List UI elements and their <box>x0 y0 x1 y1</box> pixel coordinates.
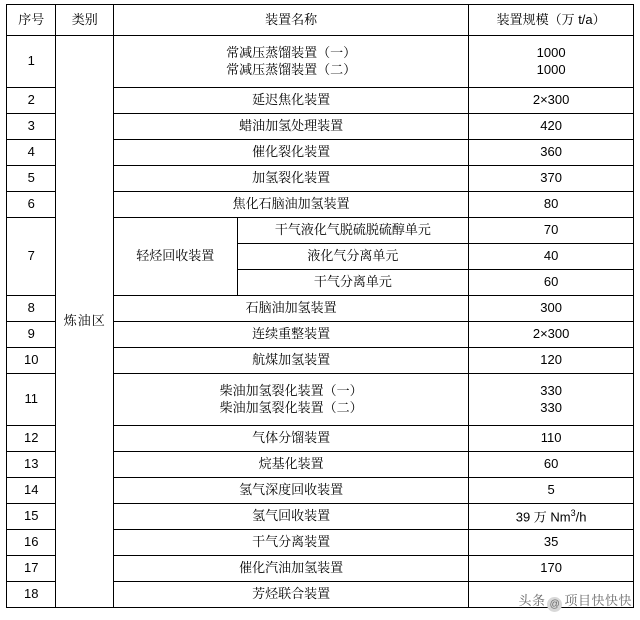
cell-scale: 70 <box>469 218 634 244</box>
cell-scale: 40 <box>469 244 634 270</box>
cell-no: 9 <box>7 322 56 348</box>
cell-no: 3 <box>7 114 56 140</box>
header-cell-no: 序号 <box>7 5 56 36</box>
cell-scale: 5 <box>469 478 634 504</box>
cell-scale: 80 <box>469 192 634 218</box>
cell-unit-name: 延迟焦化装置 <box>114 88 469 114</box>
cell-unit-name: 干气分离装置 <box>114 530 469 556</box>
cell-scale-hydrogen: 39 万 Nm$^3$/h <box>469 504 634 530</box>
cell-unit-name: 气体分馏装置 <box>114 426 469 452</box>
cell-unit-name-line2: 常减压蒸馏装置（二） <box>226 61 357 77</box>
cell-scale <box>469 374 634 426</box>
cell-unit-name: 石脑油加氢装置 <box>114 296 469 322</box>
cell-no: 15 <box>7 504 56 530</box>
cell-no: 7 <box>7 218 56 296</box>
cell-unit-name-line1: 柴油加氢裂化装置（一） <box>219 383 363 399</box>
cell-scale: 120 <box>469 348 634 374</box>
cell-unit-subname: 干气分离单元 <box>237 270 469 296</box>
cell-no: 17 <box>7 556 56 582</box>
cell-scale: 2×300 <box>469 88 634 114</box>
cell-category: 炼油区 <box>56 36 114 608</box>
cell-no: 1 <box>7 36 56 88</box>
cell-scale: 35 <box>469 530 634 556</box>
cell-no: 6 <box>7 192 56 218</box>
cell-no: 10 <box>7 348 56 374</box>
cell-no: 13 <box>7 452 56 478</box>
cell-scale: 300 <box>469 296 634 322</box>
cell-unit-name: 芳烃联合装置 <box>114 582 469 608</box>
watermark-logo-icon: @ <box>547 597 562 612</box>
cell-unit-name <box>114 36 469 88</box>
cell-scale-line1: 1000 <box>536 45 566 61</box>
cell-unit-name: 蜡油加氢处理装置 <box>114 114 469 140</box>
cell-scale: 2×300 <box>469 322 634 348</box>
cell-unit-name-line1: 常减压蒸馏装置（一） <box>226 45 357 61</box>
cell-unit-name: 航煤加氢装置 <box>114 348 469 374</box>
cell-scale: 60 <box>469 452 634 478</box>
header-cell-unit-name: 装置名称 <box>114 5 469 36</box>
watermark <box>518 590 632 612</box>
document-table-container <box>6 4 634 608</box>
cell-no: 16 <box>7 530 56 556</box>
cell-scale: 420 <box>469 114 634 140</box>
cell-scale: 370 <box>469 166 634 192</box>
cell-scale <box>469 36 634 88</box>
cell-unit-name-line2: 柴油加氢裂化装置（二） <box>219 399 363 415</box>
header-cell-scale: 装置规模（万 t/a） <box>469 5 634 36</box>
cell-unit-subname: 干气液化气脱硫脱硫醇单元 <box>237 218 469 244</box>
cell-unit-name: 催化裂化装置 <box>114 140 469 166</box>
cell-unit-name: 焦化石脑油加氢装置 <box>114 192 469 218</box>
cell-no: 5 <box>7 166 56 192</box>
cell-unit-name: 连续重整装置 <box>114 322 469 348</box>
cell-scale: 360 <box>469 140 634 166</box>
table-header-row <box>7 5 634 36</box>
cell-no: 12 <box>7 426 56 452</box>
cell-scale: 110 <box>469 426 634 452</box>
cell-unit-name: 氢气回收装置 <box>114 504 469 530</box>
cell-unit-name: 催化汽油加氢装置 <box>114 556 469 582</box>
cell-no: 14 <box>7 478 56 504</box>
cell-scale-line1: 330 <box>540 383 562 399</box>
cell-unit-name: 加氢裂化装置 <box>114 166 469 192</box>
refinery-units-table <box>6 4 634 608</box>
cell-unit-subname: 液化气分离单元 <box>237 244 469 270</box>
cell-no: 8 <box>7 296 56 322</box>
cell-unit-name <box>114 374 469 426</box>
cell-unit-name: 氢气深度回收装置 <box>114 478 469 504</box>
cell-unit-name: 烷基化装置 <box>114 452 469 478</box>
cell-no: 18 <box>7 582 56 608</box>
cell-scale: 60 <box>469 270 634 296</box>
table-row <box>7 36 634 88</box>
cell-no: 4 <box>7 140 56 166</box>
watermark-prefix: 头条 <box>518 593 546 608</box>
cell-scale-line2: 330 <box>540 399 562 415</box>
cell-unit-group-name: 轻烃回收装置 <box>114 218 238 296</box>
cell-no: 2 <box>7 88 56 114</box>
watermark-name: 项目快快快 <box>564 593 632 608</box>
cell-scale-line2: 1000 <box>536 61 566 77</box>
cell-scale: 170 <box>469 556 634 582</box>
cell-no: 11 <box>7 374 56 426</box>
header-cell-category: 类别 <box>56 5 114 36</box>
